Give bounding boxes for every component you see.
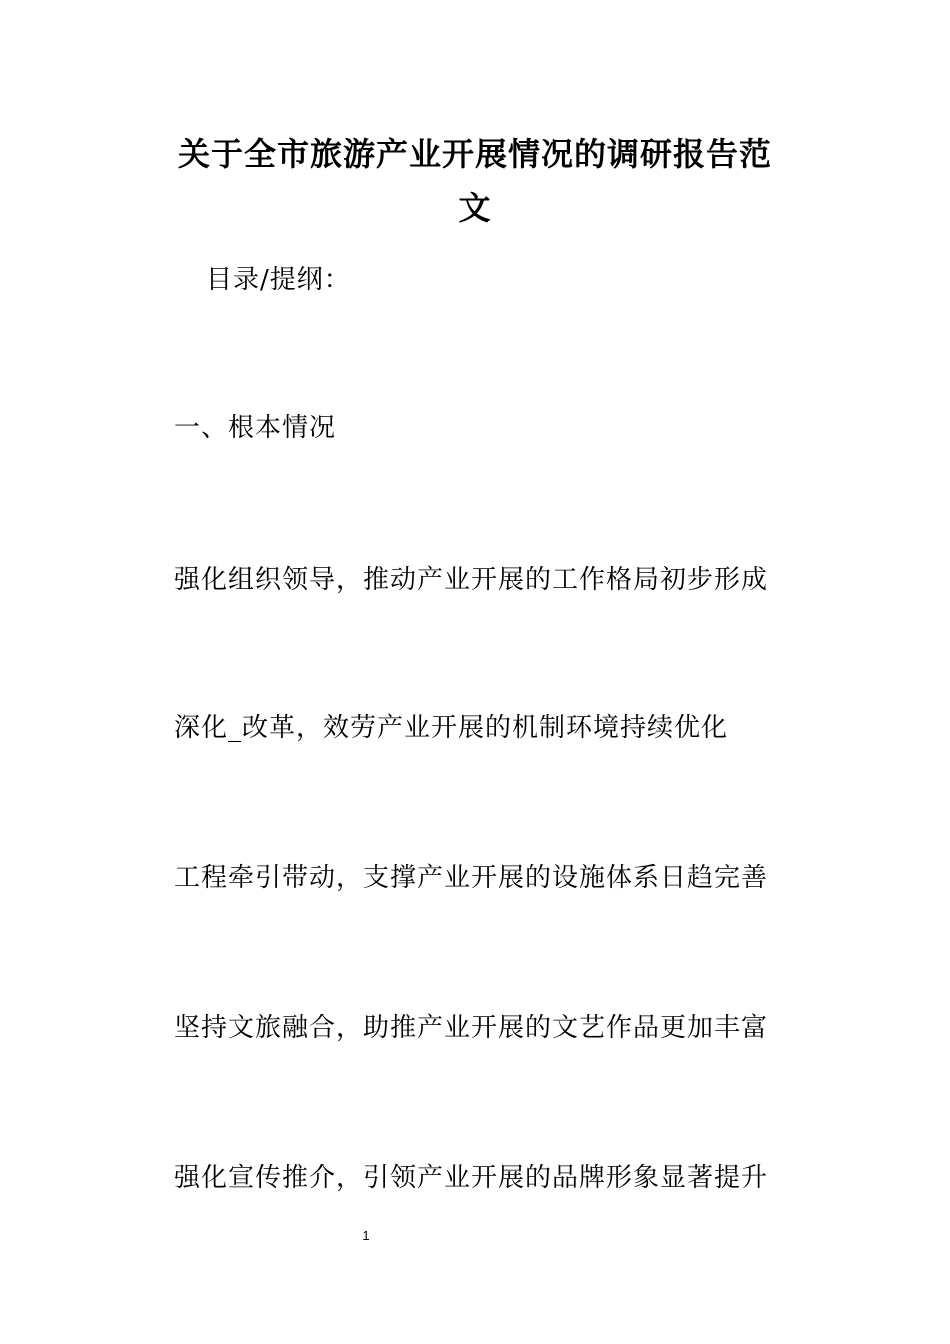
list-item: 坚持文旅融合，助推产业开展的文艺作品更加丰富	[174, 1013, 769, 1043]
list-item: 强化组织领导，推动产业开展的工作格局初步形成	[174, 565, 769, 595]
section-heading: 一、根本情况	[174, 413, 337, 443]
list-item: 工程牵引带动，支撑产业开展的设施体系日趋完善	[174, 863, 769, 893]
document-title-line-2: 文	[458, 189, 492, 227]
list-item: 深化_改革，效劳产业开展的机制环境持续优化	[174, 713, 729, 743]
document-title-line-1: 关于全市旅游产业开展情况的调研报告范	[177, 135, 772, 173]
toc-label: 目录/提纲：	[206, 265, 351, 295]
list-item: 强化宣传推介，引领产业开展的品牌形象显著提升	[174, 1163, 769, 1193]
page-number: 1	[362, 1228, 370, 1243]
